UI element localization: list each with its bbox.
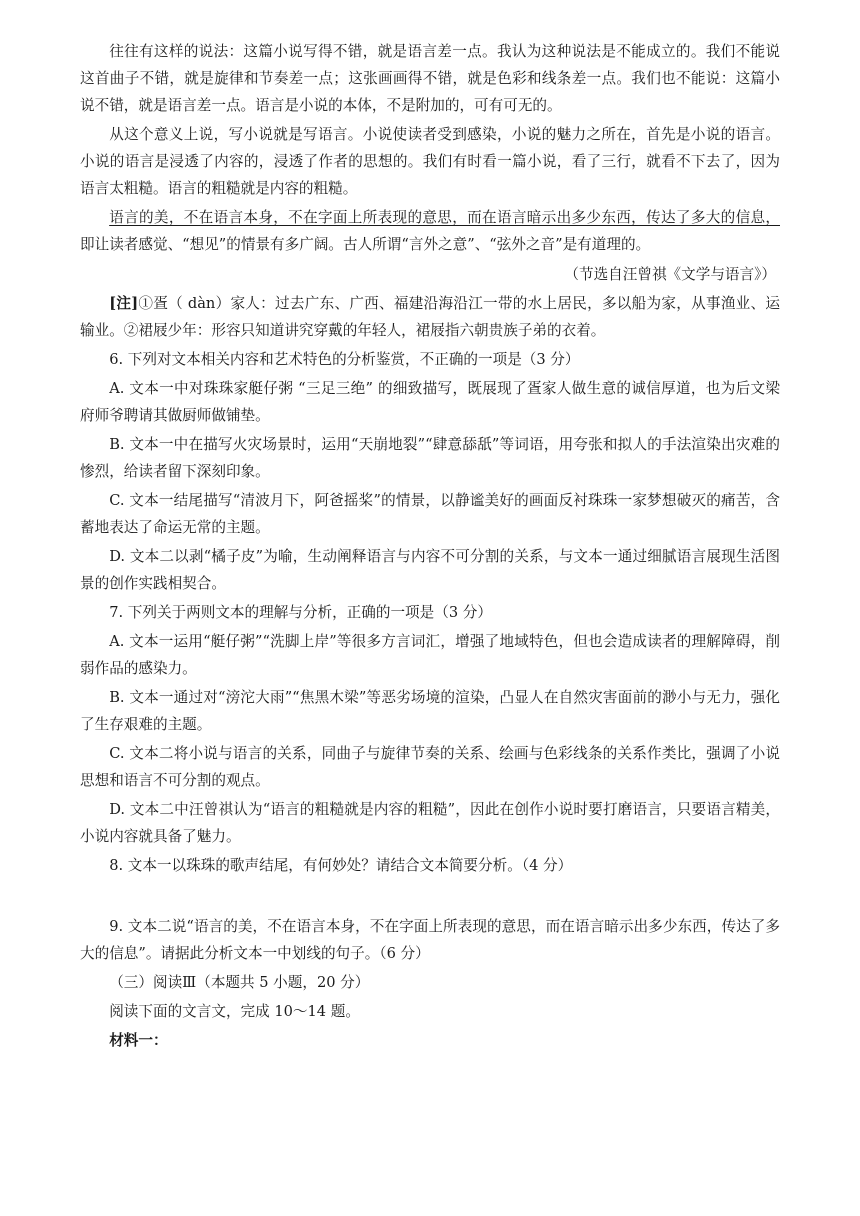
annotation-note bbox=[80, 290, 780, 344]
note-text: ①疍（ dàn）家人：过去广东、广西、福建沿海沿江一带的水上居民，多以船为家，从事渔业、运输业。②裙屐少年：形容只知道讲究穿戴的年轻人，裙屐指六朝贵族子弟的衣着。 bbox=[80, 295, 780, 339]
question-7-stem: 7. 下列关于两则文本的理解与分析，正确的一项是（3 分） bbox=[109, 604, 492, 621]
question-6-option-b: B. 文本一中在描写火灾场景时，运用“天崩地裂”“肆意舔舐”等词语，用夸张和拟人的手法渲染出灾难的惨烈，给读者留下深刻印象。 bbox=[80, 436, 780, 480]
question-8-stem: 8. 文本一以珠珠的歌声结尾，有何妙处？请结合文本简要分析。（4 分） bbox=[109, 857, 573, 874]
question-6-stem: 6. 下列对文本相关内容和艺术特色的分析鉴赏，不正确的一项是（3 分） bbox=[109, 351, 580, 368]
question-6-option-d: D. 文本二以剥“橘子皮”为喻，生动阐释语言与内容不可分割的关系，与文本一通过细腻语言展现生活图景的创作实践相契合。 bbox=[80, 548, 780, 592]
question-6-option-c: C. 文本一结尾描写“清波月下，阿爸摇桨”的情景，以静谧美好的画面反衬珠珠一家梦想破灭的痛苦，含蓄地表达了命运无常的主题。 bbox=[80, 492, 780, 536]
underlined-sentence: 语言的美，不在语言本身，不在字面上所表现的意思，而在语言暗示出多少东西，传达了多大的信息， bbox=[109, 209, 780, 226]
passage-paragraph-1: 往往有这样的说法：这篇小说写得不错，就是语言差一点。我认为这种说法是不能成立的。我们不能说这首曲子不错，就是旋律和节奏差一点；这张画画得不错，就是色彩和线条差一点。我们也不能说：这篇小说不错，就是语言差一点。语言是小说的本体，不是附加的，可有可无的。 bbox=[80, 43, 780, 114]
question-6-option-a: A. 文本一中对珠珠家艇仔粥 “三足三绝” 的细致描写，既展现了疍家人做生意的诚信厚道，也为后文梁府师爷聘请其做厨师做铺垫。 bbox=[80, 380, 780, 424]
question-9-stem: 9. 文本二说“语言的美，不在语言本身，不在字面上所表现的意思，而在语言暗示出多少东西，传达了多大的信息”。请据此分析文本一中划线的句子。（6 分） bbox=[80, 918, 780, 962]
passage-source: （节选自汪曾祺《文学与语言》） bbox=[564, 266, 776, 283]
page-content bbox=[80, 0, 780, 1054]
passage-paragraph-3 bbox=[80, 204, 780, 258]
section-3-instruction: 阅读下面的文言文，完成 10～14 题。 bbox=[109, 1003, 360, 1020]
question-7-option-c: C. 文本二将小说与语言的关系，同曲子与旋律节奏的关系、绘画与色彩线条的关系作类比，强调了小说思想和语言不可分割的观点。 bbox=[80, 745, 780, 789]
material-1-label: 材料一： bbox=[109, 1032, 168, 1049]
question-7-option-a: A. 文本一运用“艇仔粥”“洗脚上岸”等很多方言词汇，增强了地域特色，但也会造成读者的理解障碍，削弱作品的感染力。 bbox=[80, 633, 780, 677]
note-label: [注] bbox=[109, 295, 139, 312]
passage-paragraph-3-rest: 即让读者感觉、“想见”的情景有多广阔。古人所谓“言外之意”、“弦外之音”是有道理的。 bbox=[80, 236, 651, 253]
question-7-option-b: B. 文本一通过对“滂沱大雨”“焦黑木梁”等恶劣场境的渲染，凸显人在自然灾害面前的渺小与无力，强化了生存艰难的主题。 bbox=[80, 689, 780, 733]
section-3-heading: （三）阅读Ⅲ（本题共 5 小题，20 分） bbox=[109, 974, 370, 991]
question-7-option-d: D. 文本二中汪曾祺认为“语言的粗糙就是内容的粗糙”，因此在创作小说时要打磨语言，只要语言精美，小说内容就具备了魅力。 bbox=[80, 801, 780, 845]
passage-paragraph-2: 从这个意义上说，写小说就是写语言。小说使读者受到感染，小说的魅力之所在，首先是小说的语言。小说的语言是浸透了内容的，浸透了作者的思想的。我们有时看一篇小说，看了三行，就看不下去了，因为语言太粗糙。语言的粗糙就是内容的粗糙。 bbox=[80, 126, 780, 197]
